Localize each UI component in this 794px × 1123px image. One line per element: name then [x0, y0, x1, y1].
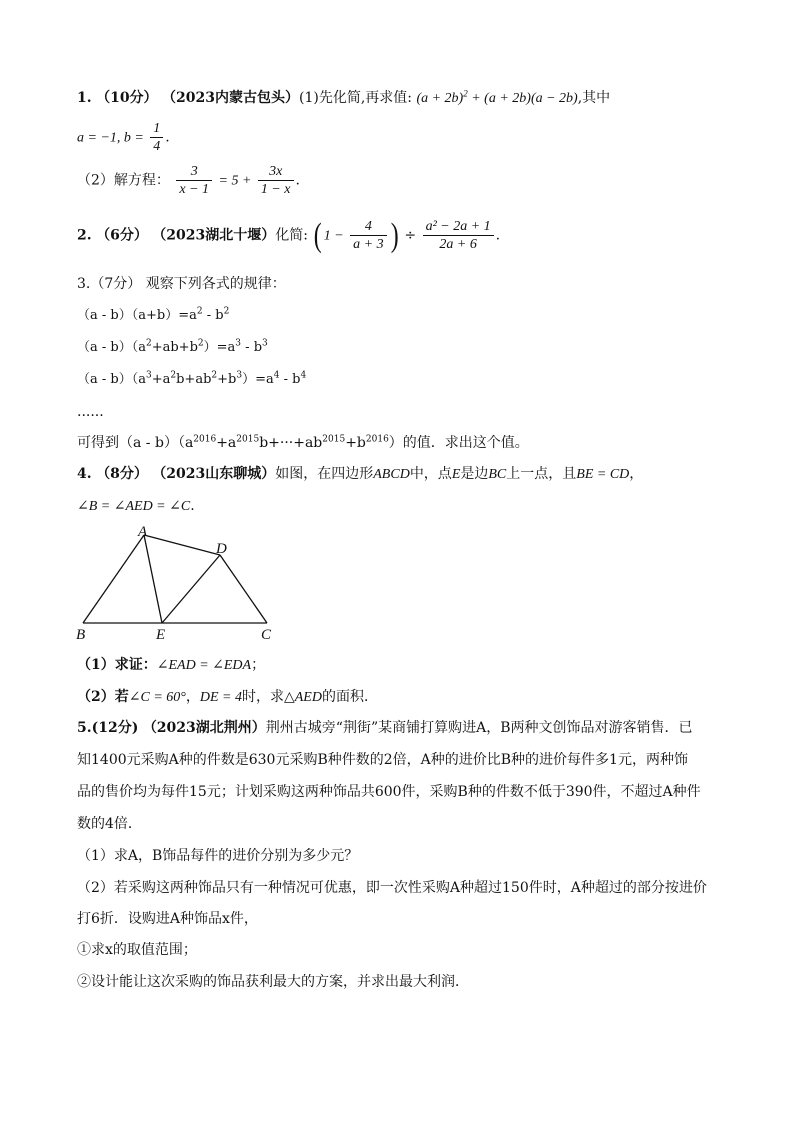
q1-score: （10分）	[96, 90, 158, 106]
q2-left-paren: (	[314, 216, 323, 254]
q2-text: 化简:	[275, 227, 308, 244]
q2-inner-prefix: 1 −	[323, 228, 344, 244]
q4-part1: （1）求证：∠EAD = ∠EDA；	[77, 657, 266, 673]
q1-condition	[77, 120, 170, 155]
q5-line2: 知1400元采购A种的件数是630元采购B种件数的2倍，A种的进价比B种的进价每件多1元，两种饰	[77, 752, 688, 768]
q1-eq-tail: .	[295, 172, 300, 189]
q3-formula-1: $(a - b)(a+b)=a^2 - b^2$	[77, 306, 230, 323]
q5-part1: （1）求A，B饰品每件的进价分别为多少元？	[77, 848, 359, 864]
segment-ae	[144, 535, 162, 623]
q1-tail: ,其中	[577, 90, 611, 106]
q3-ellipsis: ......	[77, 404, 104, 420]
q1-eq-mid: = 5 +	[218, 173, 252, 189]
q5-score: (12分)	[91, 720, 139, 736]
q4-angles: ∠B = ∠AED = ∠C.	[77, 498, 195, 514]
label-e: E	[156, 627, 166, 643]
q4-part2: （2）若∠C = 60°，DE = 4时，求△AED的面积．	[77, 689, 378, 705]
q2-inner-fraction: $\frac{4}{a + 3}$	[350, 218, 386, 253]
label-c: C	[261, 627, 272, 643]
label-d: D	[216, 541, 227, 557]
q1-line1	[77, 88, 610, 109]
q2-tail: .	[495, 227, 501, 244]
q2-score: （6分）	[96, 227, 148, 244]
q5-part2: （2）若采购这两种饰品只有一种情况可优惠，即一次性采购A种超过150件时，A种超过的部分按进价	[77, 880, 707, 896]
q5-line3: 品的售价均为每件15元；计划采购这两种饰品共600件，采购B种的件数不低于390件，不超过A种件	[77, 784, 701, 800]
q1-eq-left-fraction: $\frac{3}{x - 1}$	[176, 163, 212, 198]
q5-line4: 数的4倍．	[77, 816, 142, 832]
q5-line1: 5.(12分) （2023湖北荆州）荆州古城旁“荆街”某商铺打算购进A，B两种文创饰品对游客销售．已	[77, 720, 693, 736]
q3-heading: 3.（7分） 观察下列各式的规律：	[77, 276, 286, 292]
q1-source: （2023内蒙古包头）	[162, 90, 299, 106]
q2-right-fraction: $\frac{\text{a² − 2a + 1}}{2a + 6}$	[423, 218, 494, 253]
q1-cond-fraction: $\frac{1}{4}$	[150, 120, 163, 155]
q1-cond-tail: .	[165, 129, 170, 146]
segment-de	[162, 555, 220, 623]
segment-ad	[144, 535, 220, 555]
label-a: A	[138, 524, 148, 540]
q2-source: （2023湖北十堰）	[152, 227, 276, 244]
q1-cond-prefix: a = −1, b =	[77, 130, 144, 146]
q1-eq-right-fraction: $\frac{3x}{1 - x}$	[258, 163, 294, 198]
q5-source: （2023湖北荆州）	[142, 720, 266, 736]
q5-sub1: ①求x的取值范围；	[77, 942, 197, 958]
q1-exp: 2	[463, 88, 468, 99]
q1-number: 1.	[77, 90, 92, 106]
q5-sub2: ②设计能让这次采购的饰品获利最大的方案，并求出最大利润．	[77, 974, 469, 990]
q2-right-paren: )	[390, 216, 399, 254]
q4-number: 4.	[77, 466, 92, 482]
q4-figure	[72, 522, 282, 644]
segment-ab	[83, 535, 144, 623]
q1-expr1: (a + 2b)	[416, 91, 464, 106]
label-b: B	[76, 627, 86, 643]
q1-part2-text: （2）解方程：	[77, 172, 170, 189]
q3-formula-3: $(a - b)(a^3+a^2b+ab^2+b^3)=a^4 - b^4$	[77, 370, 307, 387]
q1-expr2: + (a + 2b)(a − 2b)	[467, 91, 578, 106]
q4-score: （8分）	[96, 466, 148, 482]
q4-source: （2023山东聊城）	[152, 466, 276, 482]
q2-div: ÷	[404, 227, 417, 244]
q2-line	[77, 218, 500, 253]
q1-part1-text: (1)先化简,再求值:	[298, 90, 412, 106]
q1-part2	[77, 163, 300, 198]
q2-number: 2.	[77, 227, 92, 244]
q5-number: 5.	[77, 720, 92, 736]
q5-part2-cont: 打6折．设购进A种饰品x件，	[77, 911, 258, 927]
q3-formula-2: $(a - b)(a^2+ab+b^2)=a^3 - b^3$	[77, 338, 268, 355]
segment-dc	[220, 555, 267, 623]
q3-question: 可得到$(a - b)(a^{2016}+a^{2015}b+\cdot\cdot\cdot+ab^{2015}+b^{2016})$的值．求出这个值。	[77, 434, 529, 451]
q4-line1: 4. （8分） （2023山东聊城）如图，在四边形ABCD中，点E是边BC上一点，且BE = CD，	[77, 466, 644, 482]
